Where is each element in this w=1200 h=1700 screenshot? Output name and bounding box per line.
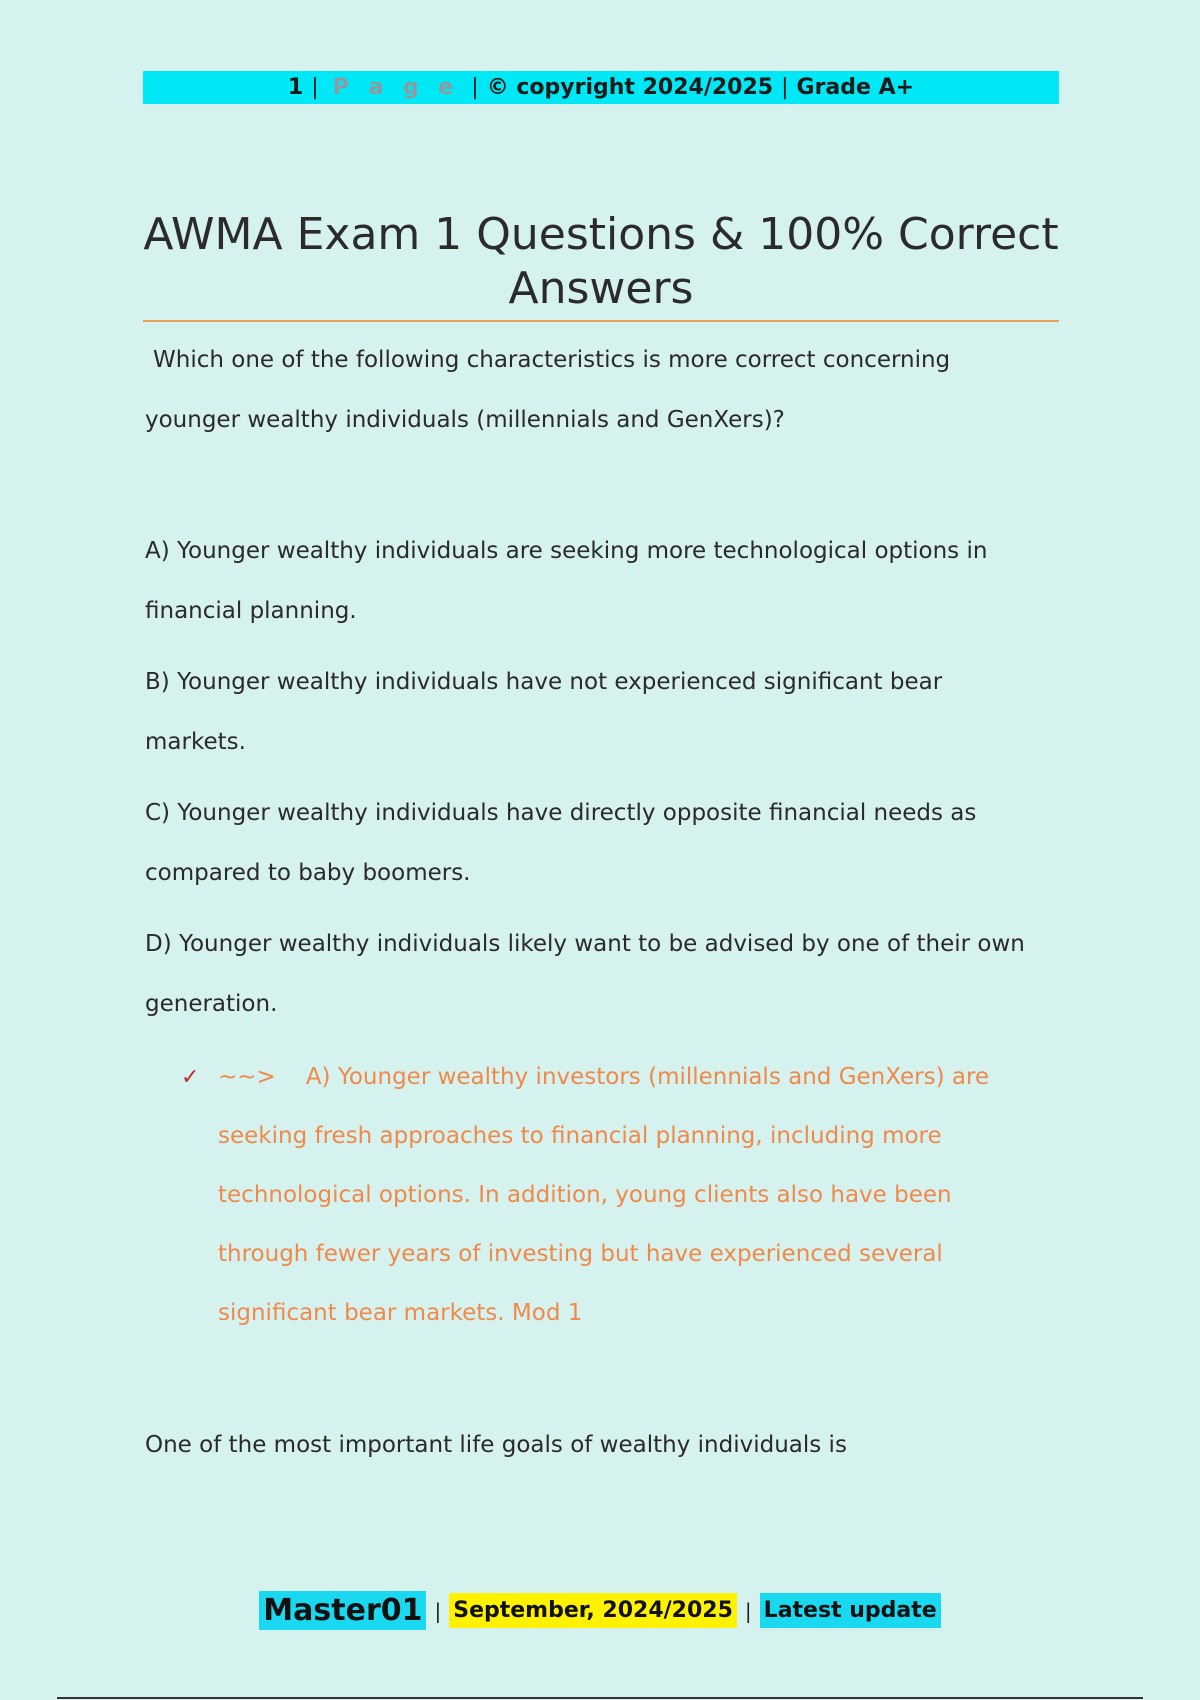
answer-line-5: significant bear markets. Mod 1	[218, 1300, 583, 1326]
answer-line-1	[176, 1048, 1056, 1107]
option-c	[145, 783, 1055, 903]
option-c-line-2: compared to baby boomers.	[145, 860, 471, 886]
header-separator: |	[781, 75, 789, 100]
checkmark-icon: ✓	[181, 1065, 200, 1090]
option-b	[145, 652, 1055, 772]
option-b-line-1: B) Younger wealthy individuals have not experienced significant bear	[145, 669, 943, 695]
header-separator: |	[311, 75, 319, 100]
title-line-1: AWMA Exam 1 Questions & 100% Correct	[143, 209, 1059, 260]
answer-line-3: technological options. In addition, young clients also have been	[218, 1182, 952, 1208]
answer-line-2: seeking fresh approaches to financial planning, including more	[218, 1123, 942, 1149]
answer-line-4: through fewer years of investing but have experienced several	[218, 1241, 943, 1267]
answer-text-1: A) Younger wealthy investors (millennials and GenXers) are	[305, 1064, 990, 1090]
document-title	[143, 208, 1059, 316]
correct-answer-block	[176, 1048, 1056, 1343]
header-separator: |	[471, 75, 479, 100]
option-a-line-1: A) Younger wealthy individuals are seeking more technological options in	[145, 538, 988, 564]
page-label: P a g e	[332, 75, 460, 100]
question-1	[145, 330, 1055, 450]
question-2: One of the most important life goals of wealthy individuals is	[145, 1432, 847, 1458]
question-1-line-1: Which one of the following characteristics is more correct concerning	[153, 347, 951, 373]
page-footer	[0, 1591, 1200, 1630]
option-b-line-2: markets.	[145, 729, 246, 755]
question-1-line-2: younger wealthy individuals (millennials and GenXers)?	[145, 407, 785, 433]
option-c-line-1: C) Younger wealthy individuals have directly opposite financial needs as	[145, 800, 977, 826]
option-d-line-1: D) Younger wealthy individuals likely want to be advised by one of their own	[145, 931, 1025, 957]
footer-separator: |	[434, 1598, 442, 1623]
footer-update-label: Latest update	[760, 1593, 941, 1628]
page-number: 1	[287, 75, 304, 100]
option-a	[145, 521, 1055, 641]
page-header-bar	[143, 71, 1059, 104]
copyright-text: © copyright 2024/2025	[486, 75, 774, 100]
option-a-line-2: financial planning.	[145, 598, 357, 624]
title-line-2: Answers	[508, 263, 694, 314]
footer-divider	[57, 1697, 1143, 1699]
arrow-marker: ~~>	[218, 1064, 276, 1090]
grade-text: Grade A+	[796, 75, 915, 100]
title-divider	[143, 320, 1059, 322]
footer-separator: |	[744, 1598, 752, 1623]
footer-date: September, 2024/2025	[449, 1593, 737, 1628]
footer-brand: Master01	[259, 1591, 426, 1630]
option-d-line-2: generation.	[145, 991, 278, 1017]
option-d	[145, 914, 1055, 1034]
